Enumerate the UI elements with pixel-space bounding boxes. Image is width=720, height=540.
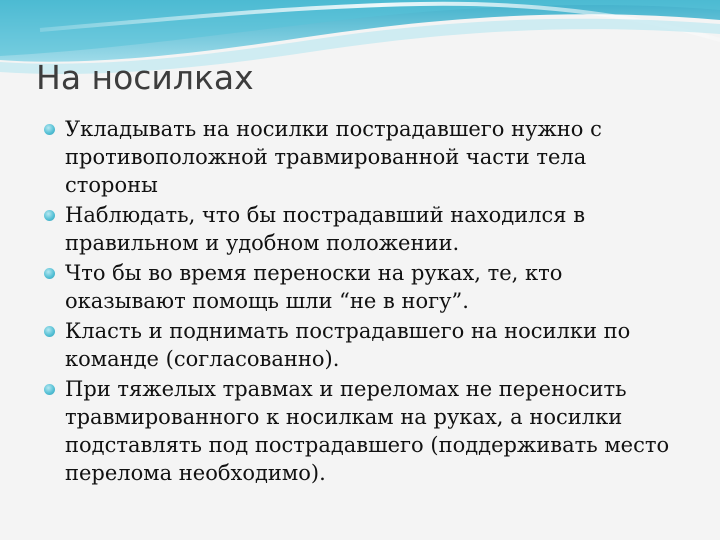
bullet-item [44,375,684,487]
teal-circle-bullet-icon [44,268,55,279]
bullet-item [44,317,684,373]
teal-circle-bullet-icon [44,384,55,395]
bullet-text: При тяжелых травмах и переломах не переносить травмированного к носилкам на руках, а носилки подставлять под пострадавшего (поддерживать место перелома необходимо). [65,377,670,485]
bullet-item [44,201,684,257]
teal-circle-bullet-icon [44,326,55,337]
bullet-text: Наблюдать, что бы пострадавший находился в правильном и удобном положении. [65,203,586,255]
slide-title: На носилках [36,58,254,97]
bullet-text: Что бы во время переноски на руках, те, кто оказывают помощь шли “не в ногу”. [65,261,563,313]
bullet-list [44,115,684,489]
bullet-text: Класть и поднимать пострадавшего на носилки по команде (согласованно). [65,319,631,371]
bullet-text: Укладывать на носилки пострадавшего нужно с противоположной травмированной части тела стороны [65,117,602,197]
bullet-item [44,259,684,315]
bullet-item [44,115,684,199]
teal-circle-bullet-icon [44,124,55,135]
teal-circle-bullet-icon [44,210,55,221]
